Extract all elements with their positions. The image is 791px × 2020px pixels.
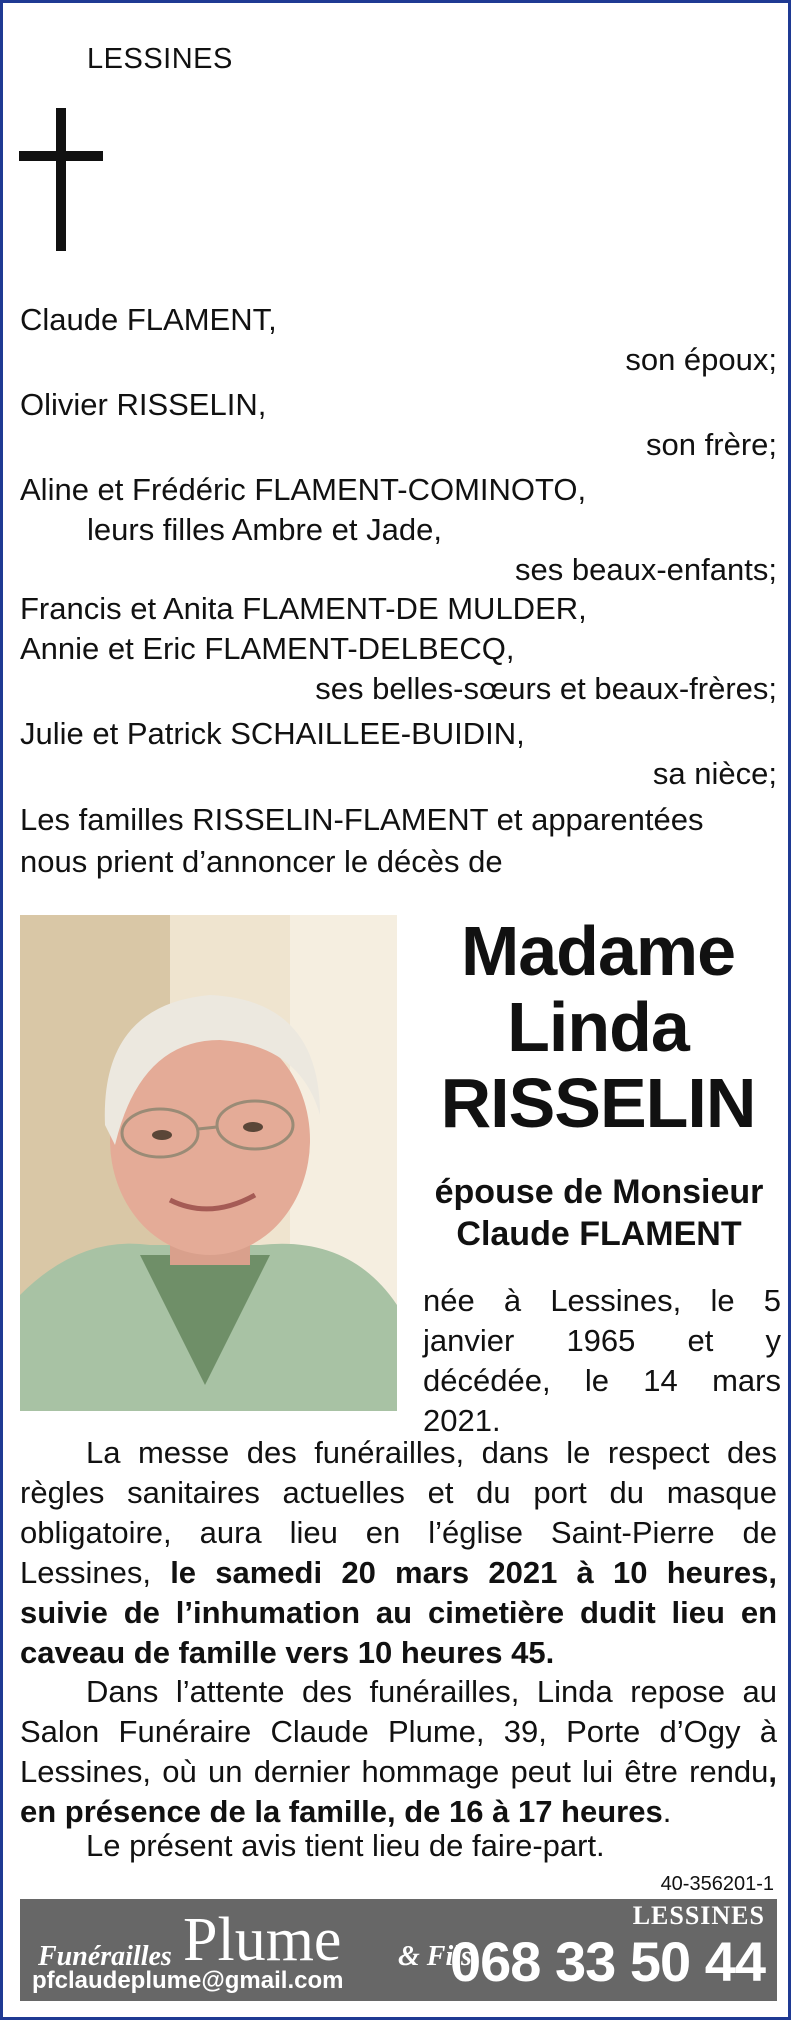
family-relation: son frère; [646,427,777,462]
contact-phone: 068 33 50 44 [450,1930,765,1993]
family-line: Olivier RISSELIN, [20,387,267,422]
cross-icon [19,108,103,251]
visitation-hours-text: , en présence de la famille, de 16 à 17 heures [20,1754,777,1829]
reference-number: 40-356201-1 [660,1873,774,1895]
visitation-text: Dans l’attente des funérailles, Linda repose au Salon Funéraire Claude Plume, 39, Porte d’Ogy à Lessines, où un dernier hommage peut lui être rendu [20,1674,777,1789]
footer-town: LESSINES [632,1901,765,1930]
town-header: LESSINES [87,43,233,75]
fils-label: & Fils [398,1941,472,1972]
deceased-name [413,913,783,1141]
deceased-last-name: RISSELIN [440,1064,756,1142]
family-line: Les familles RISSELIN-FLAMENT et apparentées [20,802,704,837]
funeral-paragraph [20,1433,777,1673]
family-relation: sa nièce; [652,756,777,791]
family-line: Claude FLAMENT, [20,302,277,337]
notice-text: Le présent avis tient lieu de faire-part. [86,1828,605,1863]
deceased-first-name: Linda [507,988,689,1066]
funeral-text: La messe des funérailles, dans le respect des règles sanitaires actuelles et du port du masque obligatoire, aura lieu en l’église Saint-Pierre de Lessines, [20,1435,777,1590]
plume-logo-text: Plume [183,1906,342,1974]
spouse-line: épouse de Monsieur [434,1173,764,1211]
family-line: leurs filles Ambre et Jade, [87,512,442,547]
notice-paragraph [20,1826,777,1866]
family-line: Francis et Anita FLAMENT-DE MULDER, [20,591,587,626]
funeral-home-banner [20,1899,777,2001]
spouse-name: Claude FLAMENT [456,1215,742,1253]
contact-email: pfclaudeplume@gmail.com [32,1967,344,1994]
family-relation: ses belles-sœurs et beaux-frères; [315,671,777,706]
family-relation: son époux; [625,342,777,377]
funerailles-label: Funérailles [38,1941,172,1972]
funeral-date-text: le samedi 20 mars 2021 à 10 heures, suivie de l’inhumation au cimetière dudit lieu en caveau de famille vers 10 heures 45. [20,1555,777,1670]
family-line: Annie et Eric FLAMENT-DELBECQ, [20,631,515,666]
family-line: Aline et Frédéric FLAMENT-COMINOTO, [20,472,587,507]
visitation-paragraph [20,1672,777,1832]
birth-death-text: née à Lessines, le 5 janvier 1965 et y décédée, le 14 mars 2021. [423,1283,781,1438]
family-relation: ses beaux-enfants; [515,552,777,587]
deceased-title: Madame [460,912,736,990]
family-line: Julie et Patrick SCHAILLEE-BUIDIN, [20,716,525,751]
visitation-end: . [662,1794,672,1829]
announcement-line: nous prient d’annoncer le décès de [20,844,503,879]
portrait-photo [20,915,397,1411]
